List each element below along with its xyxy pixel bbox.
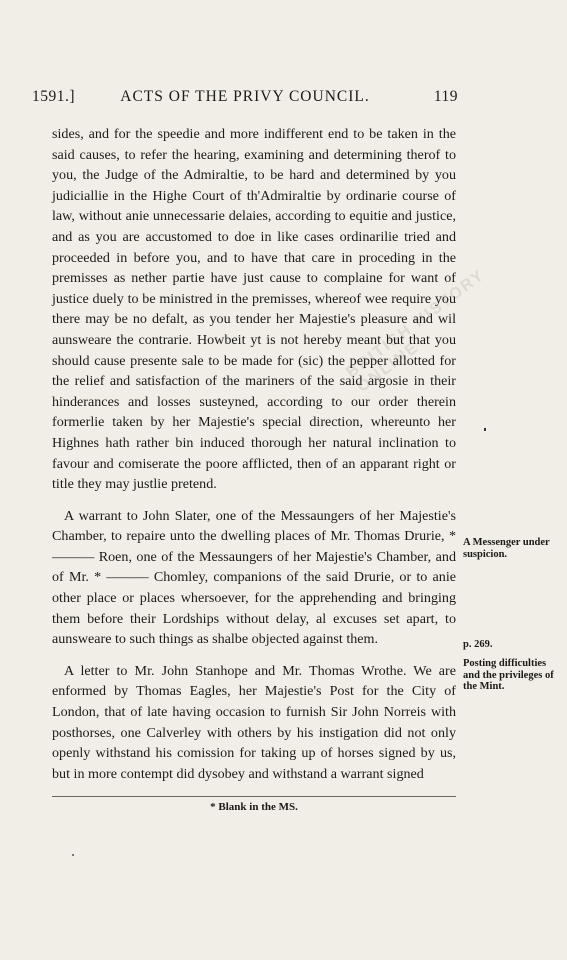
sidenote-messenger: A Messenger under suspicion. [463, 537, 550, 560]
speck [72, 854, 74, 856]
footnote-rule [52, 796, 456, 797]
footnote: * Blank in the MS. [210, 801, 298, 813]
sidenote-posting: Posting difficulties and the privileges of the Mint. [463, 658, 554, 692]
header-year: 1591.] [32, 88, 76, 105]
paragraph-admiralty: sides, and for the speedie and more indifferent end to be taken in the said causes, to refer the hearing, examining and determining therof to you, the Judge of the Admiraltie, to be hard and determined by you judiciallie in the Highe Court of th'Admiraltie by ordinarie course of law, without anie unnecessarie delaies, according to equitie and justice, and as you are accustomed to doe in like cases ordinarilie tried and proceeded in before you, and to have that care in proceding in the premisses as nether partie have just cause to complaine for want of justice duely to be ministred in the premisses, whereof wee require you there may be no defalt, as you tender her Majestie's pleasure and wil aunsweare the contrarie. Howbeit yt is not hereby meant but that you should cause presente sale to be made for (sic) the pepper allotted for the relief and satisfaction of the mariners of the said argosie in their hinderances and losses susteyned, according to our order therein formerlie taken by her Majestie's special direction, whereunto her Highnes hath rather bin induced thorough her natural inclination to favour and comiserate the poore afflicted, then of an apparant right or title they may justlie pretend. [52, 126, 456, 493]
paragraph-warrant: A warrant to John Slater, one of the Messaungers of her Majestie's Chamber, to repaire unto the dwelling places of Mr. Thomas Drurie, *——— Roen, one of the Messaungers of her Majestie's Chamber, and of Mr. * ——— Chomley, companions of the said Drurie, or to anie other place or places whersoever, for the apprehending and bringing them before their Lordships without delay, al excuses set apart, to aunsweare to such things as shalbe objected against them. [52, 507, 456, 648]
sidenote-page-ref: p. 269. [463, 639, 493, 650]
header-title: ACTS OF THE PRIVY COUNCIL. [120, 88, 370, 105]
paragraph-letter: A letter to Mr. John Stanhope and Mr. Thomas Wrothe. We are enformed by Thomas Eagles, her Majestie's Post for the City of London, that of late having occasion to furnish Sir John Norreis with posthorses, one Calverley with others by his instigation did not only openly withstand his comission for taking up of horses signed by us, but in more contempt did dysobey and withstand a warrant signed [52, 662, 456, 782]
page-number: 119 [433, 88, 458, 105]
watermark: BRITISH HISTORY ONLINE [343, 266, 489, 396]
margin-mark [484, 428, 486, 431]
body-text [52, 124, 456, 784]
